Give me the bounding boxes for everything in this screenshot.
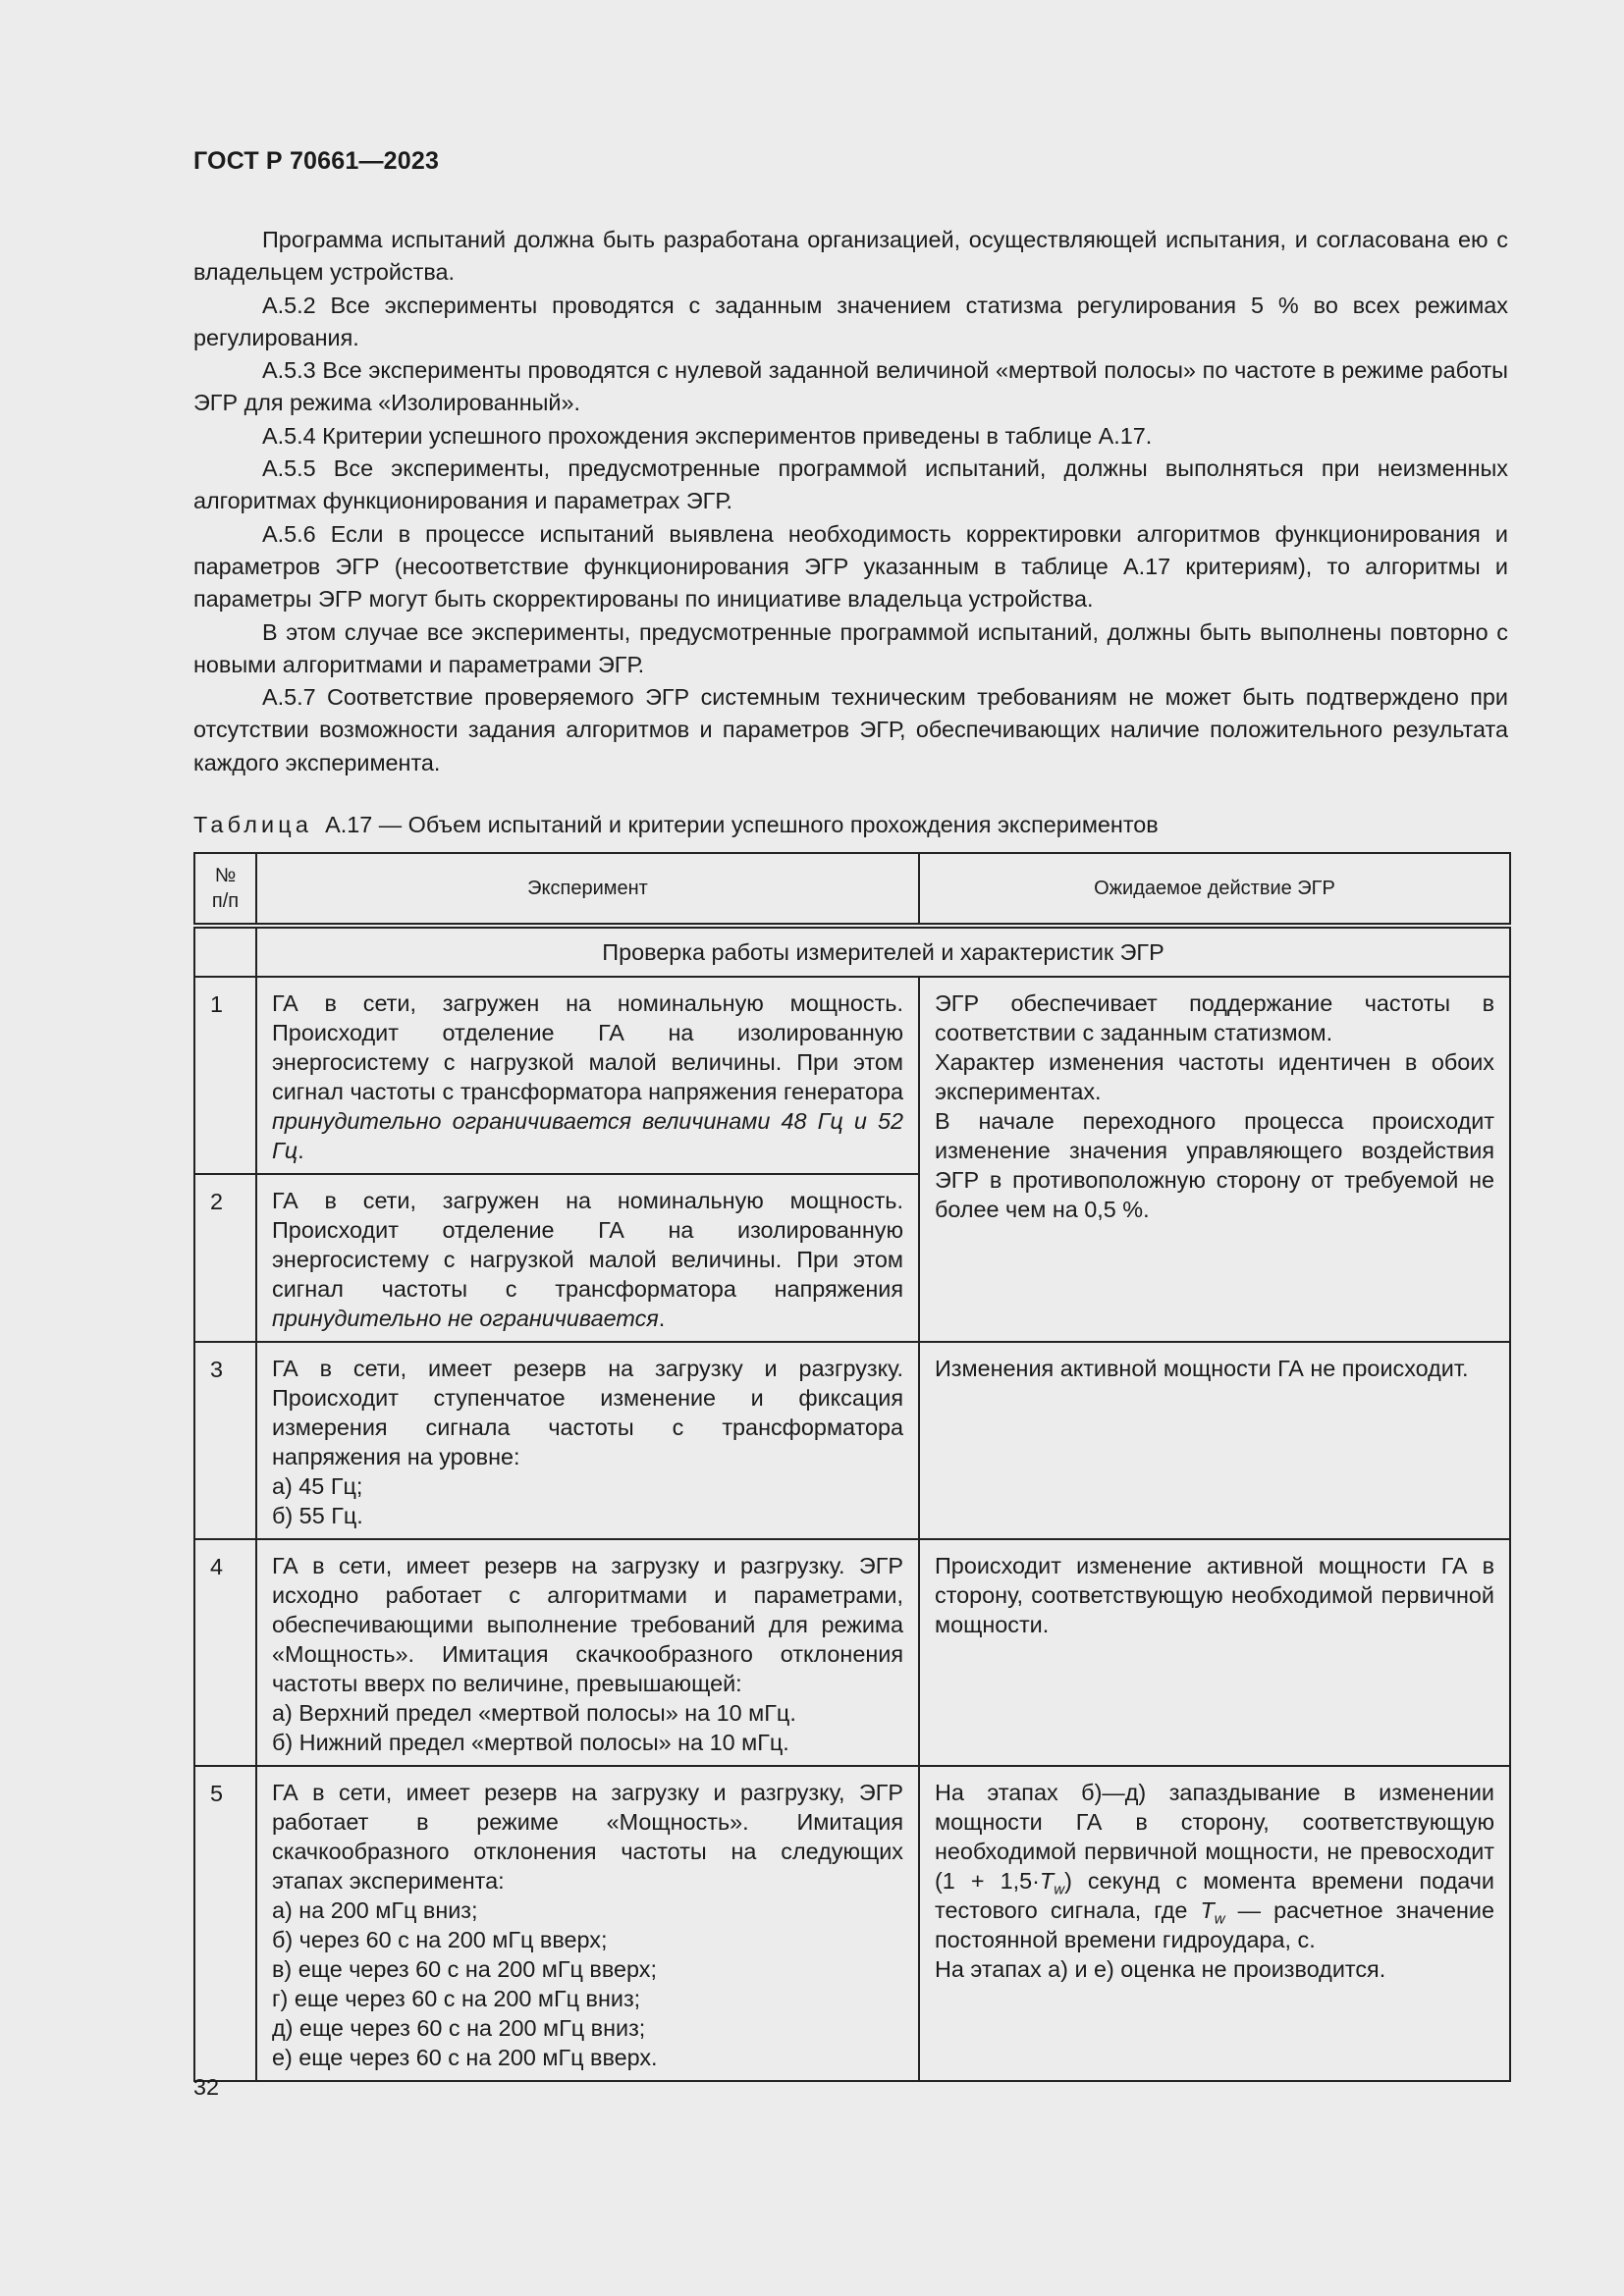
list-item: а) 45 Гц;: [272, 1473, 363, 1499]
row-number: 3: [194, 1342, 256, 1539]
page-number: 32: [193, 2074, 220, 2100]
list-item: д) еще через 60 с на 200 мГц вниз;: [272, 2015, 646, 2041]
experiment-cell: ГА в сети, загружен на номинальную мощность. Происходит отделение ГА на изолированную энергосистему с нагрузкой малой величины. При этом сигнал частоты с трансформатора напряжения принудительно не ограничивается.: [256, 1174, 919, 1342]
expected-cell: Происходит изменение активной мощности ГА в сторону, соответствующую необходимой первичной мощности.: [919, 1539, 1510, 1766]
column-header-experiment: Эксперимент: [256, 853, 919, 926]
column-header-number: № п/п: [194, 853, 256, 926]
table-row: [194, 977, 1510, 1174]
list-item: г) еще через 60 с на 200 мГц вниз;: [272, 1986, 641, 2011]
paragraph: А.5.2 Все эксперименты проводятся с заданным значением статизма регулирования 5 % во всех режимах регулирования.: [193, 292, 1508, 350]
expected-cell: На этапах б)—д) запаздывание в изменении мощности ГА в сторону, соответствующую необходимой первичной мощности, не превосходит $(1 + 1,5\cdot T_w)$ секунд с момента времени подачи тестового сигнала, где $T_w$ — расчетное значение постоянной времени гидроудара, с. На этапах а) и е) оценка не производится.: [919, 1766, 1510, 2081]
list-item: а) Верхний предел «мертвой полосы» на 10 мГц.: [272, 1700, 796, 1726]
expected-line: В начале переходного процесса происходит изменение значения управляющего воздействия ЭГР в противоположную сторону от требуемой не более чем на 0,5 %.: [935, 1108, 1494, 1222]
paragraph: А.5.4 Критерии успешного прохождения экспериментов приведены в таблице А.17.: [262, 422, 1153, 449]
table-caption-text: А.17 — Объем испытаний и критерии успешного прохождения экспериментов: [325, 812, 1159, 837]
body-text: [193, 224, 1508, 779]
paragraph: А.5.6 Если в процессе испытаний выявлена необходимость корректировки алгоритмов функционирования и параметров ЭГР (несоответствие функционирования ЭГР указанным в таблице А.17 критериям), то алгоритмы и параметры ЭГР могут быть скорректированы по инициативе владельца устройства.: [193, 520, 1508, 613]
list-item: б) 55 Гц.: [272, 1503, 363, 1528]
row-number: 1: [194, 977, 256, 1174]
expected-line: Характер изменения частоты идентичен в обоих экспериментах.: [935, 1049, 1494, 1104]
table-section-row: [194, 926, 1510, 977]
section-number-cell: [194, 926, 256, 977]
list-item: е) еще через 60 с на 200 мГц вверх.: [272, 2045, 658, 2070]
list-item: а) на 200 мГц вниз;: [272, 1897, 478, 1923]
experiment-cell: ГА в сети, имеет резерв на загрузку и разгрузку. Происходит ступенчатое изменение и фиксация измерения сигнала частоты с трансформатора напряжения на уровне: а) 45 Гц; б) 55 Гц.: [256, 1342, 919, 1539]
experiment-cell: ГА в сети, имеет резерв на загрузку и разгрузку. ЭГР исходно работает с алгоритмами и параметрами, обеспечивающими выполнение требований для режима «Мощность». Имитация скачкообразного отклонения частоты вверх по величине, превышающей: а) Верхний предел «мертвой полосы» на 10 мГц. б) Нижний предел «мертвой полосы» на 10 мГц.: [256, 1539, 919, 1766]
test-table: [193, 852, 1511, 2082]
table-row: [194, 1539, 1510, 1766]
paragraph: А.5.5 Все эксперименты, предусмотренные программой испытаний, должны выполняться при неизменных алгоритмах функционирования и параметрах ЭГР.: [193, 455, 1508, 514]
list-item: в) еще через 60 с на 200 мГц вверх;: [272, 1956, 657, 1982]
column-header-expected: Ожидаемое действие ЭГР: [919, 853, 1510, 926]
expected-cell: Изменения активной мощности ГА не происходит.: [919, 1342, 1510, 1539]
row-number: 2: [194, 1174, 256, 1342]
table-row: [194, 1766, 1510, 2081]
paragraph: В этом случае все эксперименты, предусмотренные программой испытаний, должны быть выполнены повторно с новыми алгоритмами и параметрами ЭГР.: [193, 618, 1508, 677]
experiment-cell: ГА в сети, загружен на номинальную мощность. Происходит отделение ГА на изолированную энергосистему с нагрузкой малой величины. При этом сигнал частоты с трансформатора напряжения генератора принудительно ограничивается величинами 48 Гц и 52 Гц.: [256, 977, 919, 1174]
paragraph: Программа испытаний должна быть разработана организацией, осуществляющей испытания, и согласована ею с владельцем устройства.: [193, 227, 1508, 286]
experiment-cell: ГА в сети, имеет резерв на загрузку и разгрузку, ЭГР работает в режиме «Мощность». Имитация скачкообразного отклонения частоты на следующих этапах эксперимента: а) на 200 мГц вниз; б) через 60 с на 200 мГц вверх; в) еще через 60 с на 200 мГц вверх; г) еще через 60 с на 200 мГц вниз; д) еще через 60 с на 200 мГц вниз; е) еще через 60 с на 200 мГц вверх.: [256, 1766, 919, 2081]
list-item: б) Нижний предел «мертвой полосы» на 10 мГц.: [272, 1730, 789, 1755]
paragraph: А.5.7 Соответствие проверяемого ЭГР системным техническим требованиям не может быть подтверждено при отсутствии возможности задания алгоритмов и параметров ЭГР, обеспечивающих наличие положительного результата каждого эксперимента.: [193, 684, 1508, 775]
document-header: ГОСТ Р 70661—2023: [193, 147, 440, 175]
expected-line: ЭГР обеспечивает поддержание частоты в соответствии с заданным статизмом.: [935, 990, 1494, 1045]
expected-cell: [919, 977, 1510, 1342]
table-caption-word: Таблица: [193, 812, 313, 837]
section-title: Проверка работы измерителей и характеристик ЭГР: [256, 926, 1510, 977]
table-header-row: [194, 853, 1510, 926]
list-item: б) через 60 с на 200 мГц вверх;: [272, 1927, 608, 1952]
row-number: 4: [194, 1539, 256, 1766]
table-caption: [193, 809, 1159, 841]
row-number: 5: [194, 1766, 256, 2081]
paragraph: А.5.3 Все эксперименты проводятся с нулевой заданной величиной «мертвой полосы» по частоте в режиме работы ЭГР для режима «Изолированный».: [193, 357, 1508, 416]
tw-symbol: $T_w$: [1200, 1897, 1225, 1928]
tw-symbol: $T_w$: [1039, 1868, 1065, 1898]
table-row: [194, 1342, 1510, 1539]
